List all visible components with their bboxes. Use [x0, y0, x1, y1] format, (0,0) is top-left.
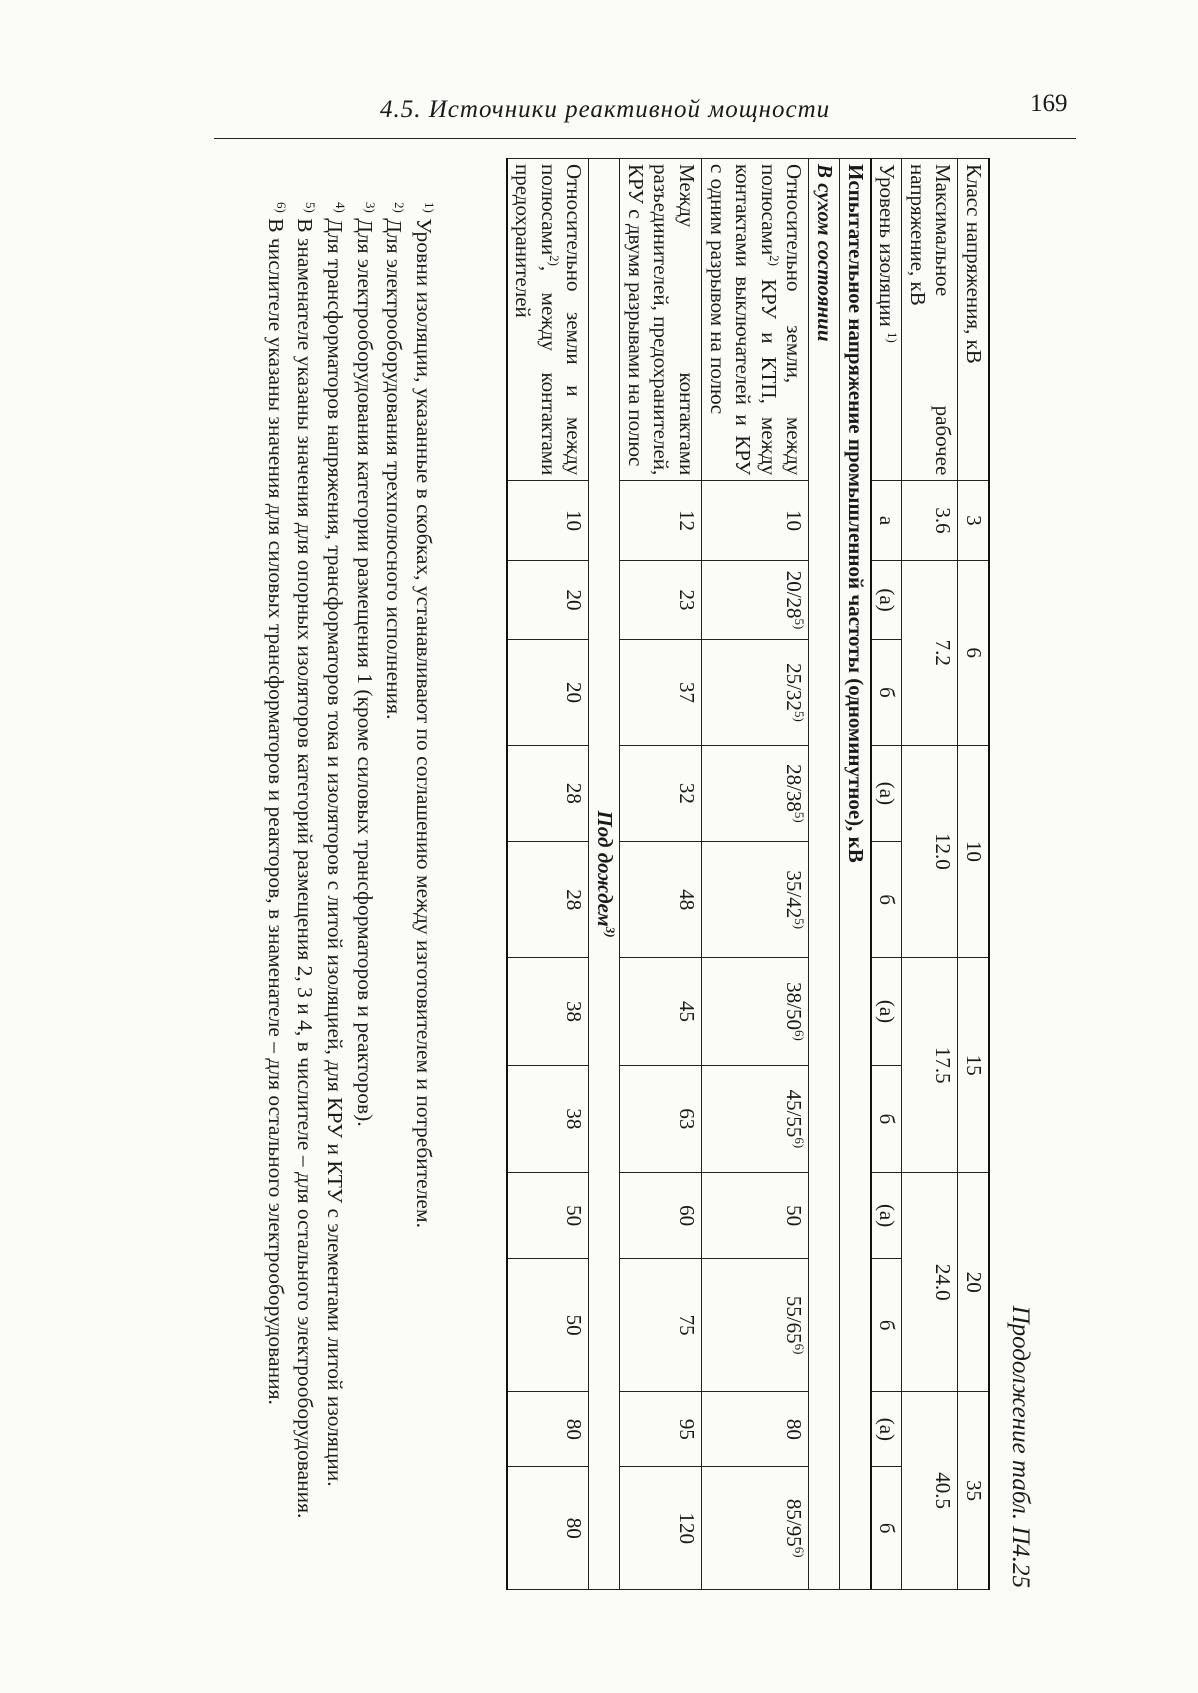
cell-value: 75 — [620, 1259, 702, 1392]
value-text: 20/28 — [782, 570, 807, 619]
cell-value: 45 — [620, 958, 702, 1065]
cell-value: б — [871, 842, 902, 958]
footnote — [349, 158, 379, 1578]
table-row-dry-disconnect — [620, 159, 702, 1590]
footnote — [290, 158, 320, 1578]
footnote-mark: 4) — [333, 202, 349, 213]
cell-value: 28 — [507, 745, 589, 842]
value-text: 38/50 — [782, 982, 807, 1030]
footnote-mark: 2) — [392, 202, 408, 213]
cell-value: (а) — [871, 1392, 902, 1467]
cell-value: 12.0 — [902, 745, 958, 958]
cell-value: 48 — [620, 842, 702, 958]
footnote-mark: 6) — [792, 1137, 808, 1149]
cell-value: 3 — [958, 481, 989, 561]
insulation-table — [506, 158, 990, 1590]
label-text-rest: , между контактами предохранителей — [511, 164, 561, 476]
cell-value: (а) — [871, 560, 902, 640]
cell-value: 23 — [620, 560, 702, 640]
footnote-mark: 5) — [792, 710, 808, 722]
cell-value: 7.2 — [902, 560, 958, 745]
footnote-mark: 5) — [792, 618, 808, 630]
cell-value: (а) — [871, 958, 902, 1065]
subheading-rain — [589, 159, 620, 1590]
cell-value — [701, 560, 808, 640]
table-row-dry-ground — [701, 159, 808, 1590]
footnotes — [260, 158, 438, 1578]
label-text: Относительно земли, между полюсами — [756, 164, 807, 476]
value-text: 28/38 — [782, 764, 807, 812]
cell-value: 50 — [507, 1173, 589, 1259]
footnote-mark: 2) — [546, 255, 562, 266]
table-row-subheading-rain — [589, 159, 620, 1590]
header-rule — [214, 138, 1076, 139]
label-text: Относительно земли и между полюсами — [536, 164, 587, 476]
cell-value: 37 — [620, 640, 702, 745]
cell-value — [701, 842, 808, 958]
table-caption: Продолжение табл. П4.25 — [1007, 1305, 1034, 1588]
table-row-subheading-dry — [809, 159, 840, 1590]
cell-value: 95 — [620, 1392, 702, 1467]
cell-value: б — [871, 640, 902, 745]
cell-label: Между контактами разъединителей, предохранителей, КРУ с двумя разрывами на полюс — [620, 159, 702, 481]
subheading-rain-text: Под дождем — [593, 810, 618, 927]
footnote-mark: 1) — [885, 331, 901, 343]
footnote-mark: 6) — [792, 1546, 808, 1558]
footnote-text: Для трансформаторов напряжения, трансформаторов тока и изоляторов с литой изоляцией, для КРУ и КТУ с элементами литой изоляции. — [323, 212, 348, 1487]
footnote-mark: 5) — [792, 811, 808, 823]
footnote-mark: 5) — [303, 202, 319, 213]
subheading-dry: В сухом состоянии — [809, 159, 840, 1590]
cell-value: 38 — [507, 958, 589, 1065]
cell-value: 28 — [507, 842, 589, 958]
cell-value: 63 — [620, 1065, 702, 1172]
table-row-insulation-level — [871, 159, 902, 1590]
table-row-voltage-class — [958, 159, 989, 1590]
cell-value: 50 — [507, 1259, 589, 1392]
cell-value — [701, 1392, 808, 1467]
cell-value: 6 — [958, 560, 989, 745]
cell-value: б — [871, 1065, 902, 1172]
footnote-text: Для электрооборудования трехполюсного исполнения. — [382, 212, 407, 720]
footnote-mark: 6) — [792, 1029, 808, 1041]
cell-value: 17.5 — [902, 958, 958, 1173]
cell-value: 20 — [507, 560, 589, 640]
footnote-text: Для электрооборудования категории размещения 1 (кроме силовых трансформаторов и реакторов). — [352, 212, 377, 1127]
table-row-rain — [507, 159, 589, 1590]
value-text: 25/32 — [782, 663, 807, 711]
cell-value — [701, 1259, 808, 1392]
cell-label — [701, 159, 808, 481]
cell-value: 20 — [958, 1173, 989, 1392]
footnote-mark: 2) — [766, 255, 782, 266]
footnote-text: В знаменателе указаны значения для опорных изоляторов категорий размещения 2, 3 и 4, в числителе – для остального электрооборудования. — [293, 212, 318, 1519]
rotated-content — [138, 158, 1038, 1598]
cell-label: Максимальное рабочее напряжение, кВ — [902, 159, 958, 481]
footnote-mark: 6) — [792, 1343, 808, 1355]
footnote-text: В числителе указаны значения для силовых трансформаторов и реакторов, в знаменателе – для остального электрооборудования. — [263, 212, 288, 1405]
page-number: 169 — [1030, 90, 1068, 117]
cell-value: 32 — [620, 745, 702, 842]
value-text: 80 — [782, 1418, 807, 1440]
cell-value: б — [871, 1467, 902, 1590]
label-text: Уровень изоляции — [875, 164, 900, 327]
cell-value: 24.0 — [902, 1173, 958, 1392]
cell-value: 80 — [507, 1392, 589, 1467]
cell-value — [701, 745, 808, 842]
footnote — [379, 158, 409, 1578]
cell-value: а — [871, 481, 902, 561]
table-row-max-voltage — [902, 159, 958, 1590]
value-text: 45/55 — [782, 1089, 807, 1138]
value-text: 85/95 — [782, 1498, 807, 1547]
cell-value: 60 — [620, 1173, 702, 1259]
cell-value — [701, 640, 808, 745]
table-row-section-test — [839, 159, 870, 1590]
footnote-mark: 5) — [792, 918, 808, 930]
cell-value: 38 — [507, 1065, 589, 1172]
cell-value: 120 — [620, 1467, 702, 1590]
cell-value: 15 — [958, 958, 989, 1173]
cell-value — [701, 481, 808, 561]
page-header — [0, 86, 1198, 140]
cell-value: 3.6 — [902, 481, 958, 561]
section-title: 4.5. Источники реактивной мощности — [380, 96, 831, 123]
footnote-mark: 3) — [603, 926, 619, 938]
footnote — [260, 158, 290, 1578]
footnote-mark: 3) — [362, 202, 378, 213]
cell-value — [701, 1467, 808, 1590]
cell-value: 10 — [958, 745, 989, 958]
cell-value — [701, 958, 808, 1065]
value-text: 35/42 — [782, 870, 807, 919]
value-text: 10 — [782, 510, 807, 532]
cell-value — [701, 1173, 808, 1259]
value-text: 50 — [782, 1205, 807, 1227]
value-text: 55/65 — [782, 1295, 807, 1344]
cell-value — [701, 1065, 808, 1172]
footnote-text: Уровни изоляции, указанные в скобках, устанавливают по соглашению между изготовителем и потребителем. — [412, 212, 436, 1228]
cell-value: (а) — [871, 745, 902, 842]
cell-value: 20 — [507, 640, 589, 745]
footnote — [408, 158, 438, 1578]
cell-value: 40.5 — [902, 1392, 958, 1590]
section-heading: Испытательное напряжение промышленной частоты (одноминутное), кВ — [839, 159, 870, 1590]
footnote — [319, 158, 349, 1578]
cell-label: Класс напряжения, кВ — [958, 159, 989, 481]
cell-value: б — [871, 1259, 902, 1392]
cell-value: 80 — [507, 1467, 589, 1590]
cell-value: 35 — [958, 1392, 989, 1590]
cell-label — [507, 159, 589, 481]
footnote-mark: 6) — [273, 202, 289, 213]
label-text-rest: КРУ и КТП, между контактами выключателей и КРУ с одним разрывом на полюс — [705, 164, 781, 476]
cell-label — [871, 159, 902, 481]
footnote-mark: 1) — [422, 202, 438, 213]
cell-value: (а) — [871, 1173, 902, 1259]
cell-value: 10 — [507, 481, 589, 561]
cell-value: 12 — [620, 481, 702, 561]
